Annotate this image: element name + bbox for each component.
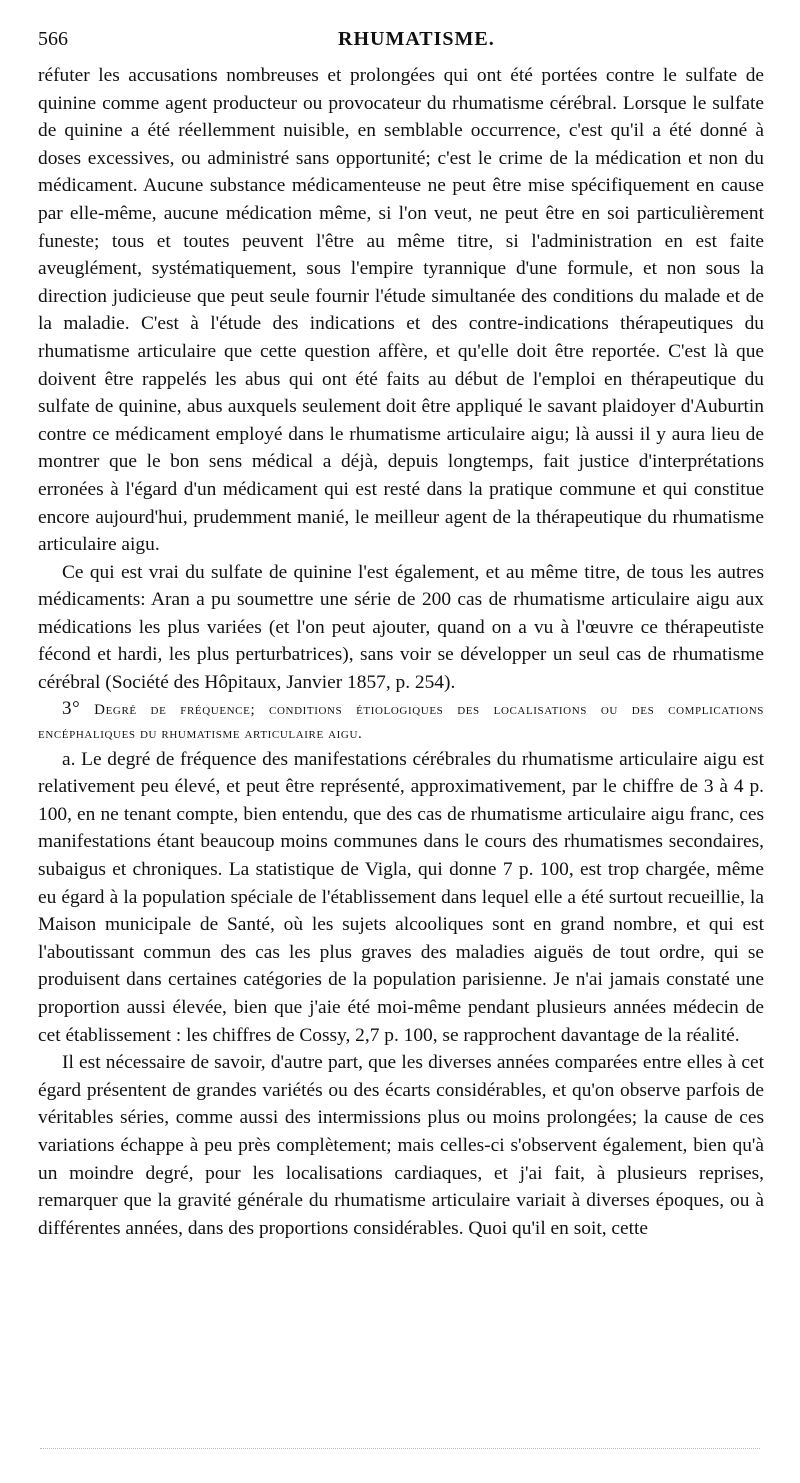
paragraph-3: a. Le degré de fréquence des manifestations cérébrales du rhumatisme articulaire aigu est relativement peu élevé, et peut être représenté, approximativement, par le chiffre de 3 à 4 p. 100, en ne tenant compte, bien entendu, que des cas de rhumatisme articulaire aigu franc, ces manifestations étant beaucoup moins communes dans le cours des rhumatismes secondaires, subaigus et chroniques. La statistique de Vigla, qui donne 7 p. 100, est trop chargée, même eu égard à la population spéciale de l'établissement dans lequel elle a été surtout recueillie, la Maison municipale de Santé, où les sujets alcooliques sont en grand nombre, et qui est l'aboutissant commun des cas les plus graves des maladies aiguës de tout ordre, qui se produisent dans certaines catégories de la population parisienne. Je n'ai jamais constaté une proportion aussi élevée, bien que j'aie été moi-même pendant plusieurs années médecin de cet établissement : les chiffres de Cossy, 2,7 p. 100, se rapprochent davantage de la réalité. (38, 748, 764, 1046)
paragraph-2: Ce qui est vrai du sulfate de quinine l'est également, et au même titre, de tous les autres médicaments: Aran a pu soumettre une série de 200 cas de rhumatisme articulaire aigu aux médications les plus variées (et l'on peut ajouter, quand on a vu à l'œuvre ce thérapeutiste fécond et hardi, les plus perturbatrices), sans voir se développer un seul cas de rhumatisme cérébral (Société des Hôpitaux, Janvier 1857, p. 254). (38, 561, 764, 694)
paragraph-4: Il est nécessaire de savoir, d'autre part, que les diverses années comparées entre elles à cet égard présentent de grandes variétés ou des écarts considérables, et qu'on observe parfois de véritables séries, comme aussi des intermissions plus ou moins prolongées; la cause de ces variations échappe à peu près complètement; mais celles-ci s'observent également, bien qu'à un moindre degré, pour les localisations cardiaques, et j'ai fait, à plusieurs reprises, remarquer que la gravité générale du rhumatisme articulaire variait à diverses époques, ou à différentes années, dans des proportions considérables. Quoi qu'il en soit, cette (38, 1052, 764, 1239)
section-title: Degré de fréquence; conditions étiologiques des localisations ou des complications encéphaliques du rhumatisme articulaire aigu. (38, 701, 764, 742)
section-heading (38, 697, 764, 746)
paragraph-1: réfuter les accusations nombreuses et prolongées qui ont été portées contre le sulfate de quinine comme agent producteur ou provocateur du rhumatisme cérébral. Lorsque le sulfate de quinine a été réellemment nuisible, en semblable occurrence, c'est qu'il a été donné à doses excessives, ou administré sans opportunité; c'est le crime de la médication et non du médicament. Aucune substance médicamenteuse ne peut être mise spécifiquement en cause par elle-même, aucune médication même, si l'on veut, ne peut être en soi particulièrement funeste; tous et toutes peuvent l'être au même titre, si l'administration en est faite aveuglément, systématiquement, sous l'empire tyrannique d'une formule, et non sous la direction judicieuse que peut seule fournir l'étude simultanée des conditions du malade et de la maladie. C'est à l'étude des indications et des contre-indications thérapeutiques du rhumatisme articulaire que cette question affère, et qu'elle doit être reportée. C'est là que doivent être rappelés les abus qui ont été faits au début de l'emploi en thérapeutique du sulfate de quinine, abus auxquels seulement doit être appliqué le savant plaidoyer d'Auburtin contre ce médicament employé dans le rhumatisme articulaire aigu; là aussi il y aura lieu de montrer que le bon sens médical a déjà, depuis longtemps, fait justice d'interprétations erronées à l'égard d'un médicament qui est resté dans la pratique commune et qui constitue encore aujourd'hui, prudemment manié, le meilleur agent de la thérapeutique du rhumatisme articulaire aigu. (38, 65, 764, 556)
footer-divider (40, 1448, 760, 1449)
page-header (38, 28, 764, 62)
running-title: RHUMATISME. (338, 28, 495, 50)
page-number: 566 (38, 28, 68, 50)
body-text (38, 62, 764, 1242)
section-number: 3° (62, 697, 81, 719)
